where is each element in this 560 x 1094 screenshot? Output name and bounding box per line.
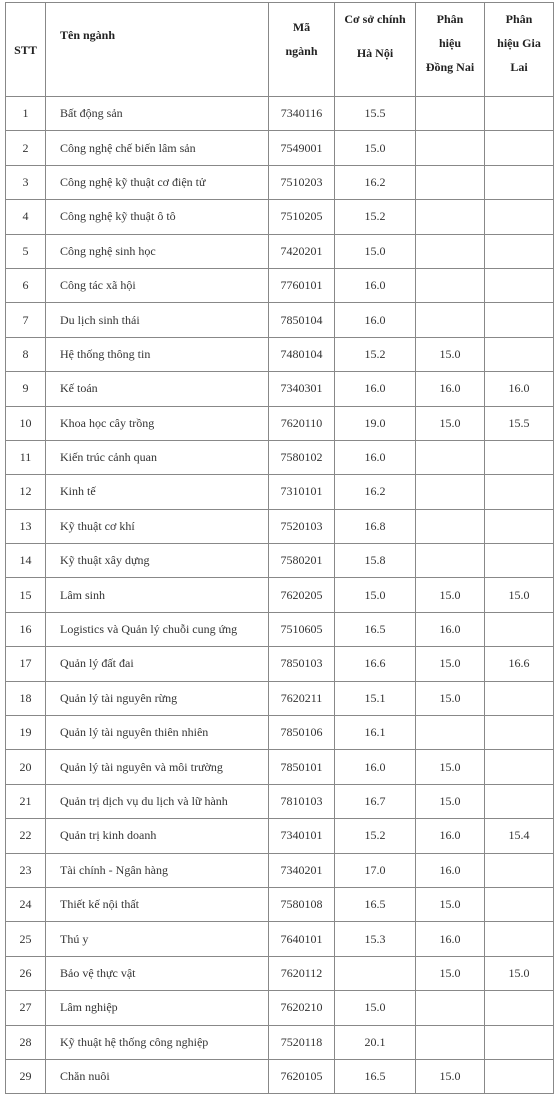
table-row (6, 853, 554, 887)
cell-stt: 22 (6, 819, 46, 853)
cell-major-name: Kinh tế (46, 475, 269, 509)
header-gialai-line3: Lai (510, 60, 528, 74)
table-row (6, 131, 554, 165)
cell-major-code: 7340101 (269, 819, 335, 853)
cell-score-gialai: 15.0 (485, 578, 554, 612)
cell-score-dongnai: 16.0 (416, 372, 485, 406)
cell-major-name: Lâm sinh (46, 578, 269, 612)
cell-score-dongnai (416, 200, 485, 234)
cell-major-code: 7580201 (269, 544, 335, 578)
cell-score-dongnai: 15.0 (416, 1059, 485, 1093)
cell-major-code: 7620210 (269, 991, 335, 1025)
cell-major-name: Bất động sản (46, 97, 269, 131)
cell-stt: 12 (6, 475, 46, 509)
cell-major-name: Công nghệ sinh học (46, 234, 269, 268)
cell-score-dongnai (416, 268, 485, 302)
cell-major-name: Quản lý đất đai (46, 647, 269, 681)
cell-stt: 9 (6, 372, 46, 406)
table-row (6, 372, 554, 406)
cell-stt: 1 (6, 97, 46, 131)
cell-major-code: 7850103 (269, 647, 335, 681)
cell-major-code: 7580108 (269, 887, 335, 921)
cell-major-code: 7850104 (269, 303, 335, 337)
cell-score-dongnai (416, 544, 485, 578)
table-row (6, 440, 554, 474)
cell-major-code: 7420201 (269, 234, 335, 268)
cell-major-name: Quản trị dịch vụ du lịch và lữ hành (46, 784, 269, 818)
cell-major-name: Lâm nghiệp (46, 991, 269, 1025)
cell-major-code: 7810103 (269, 784, 335, 818)
cell-major-code: 7620112 (269, 956, 335, 990)
cell-major-code: 7620211 (269, 681, 335, 715)
cell-score-hanoi: 16.0 (335, 750, 416, 784)
cell-major-name: Kỹ thuật xây dựng (46, 544, 269, 578)
table-row (6, 544, 554, 578)
cell-stt: 15 (6, 578, 46, 612)
cell-score-gialai: 15.4 (485, 819, 554, 853)
cell-score-dongnai (416, 509, 485, 543)
cell-major-name: Kế toán (46, 372, 269, 406)
cell-score-hanoi: 15.1 (335, 681, 416, 715)
table-row (6, 647, 554, 681)
cell-major-name: Công nghệ kỹ thuật ô tô (46, 200, 269, 234)
cell-major-name: Công tác xã hội (46, 268, 269, 302)
header-code-line2: ngành (285, 44, 318, 58)
cell-score-gialai (485, 922, 554, 956)
cell-score-dongnai (416, 991, 485, 1025)
cell-score-dongnai: 15.0 (416, 887, 485, 921)
cell-score-gialai: 15.0 (485, 956, 554, 990)
table-row (6, 303, 554, 337)
cell-score-hanoi: 16.5 (335, 1059, 416, 1093)
header-name: Tên ngành (46, 3, 269, 97)
cell-score-dongnai (416, 303, 485, 337)
cell-major-name: Khoa học cây trồng (46, 406, 269, 440)
cell-score-hanoi: 16.6 (335, 647, 416, 681)
cell-major-code: 7510605 (269, 612, 335, 646)
table-row (6, 234, 554, 268)
cell-score-hanoi: 20.1 (335, 1025, 416, 1059)
cell-score-gialai (485, 337, 554, 371)
table-row (6, 819, 554, 853)
cell-major-name: Bảo vệ thực vật (46, 956, 269, 990)
cell-stt: 26 (6, 956, 46, 990)
cell-score-dongnai: 15.0 (416, 681, 485, 715)
cell-major-name: Du lịch sinh thái (46, 303, 269, 337)
table-row (6, 200, 554, 234)
cell-score-hanoi: 16.8 (335, 509, 416, 543)
cell-major-code: 7620105 (269, 1059, 335, 1093)
header-code-line1: Mã (292, 20, 311, 34)
header-hanoi-line2: Hà Nội (356, 46, 394, 60)
cell-score-dongnai: 15.0 (416, 578, 485, 612)
cell-score-hanoi: 16.0 (335, 372, 416, 406)
header-dongnai-line2: hiệu (438, 36, 461, 50)
cell-score-hanoi: 15.8 (335, 544, 416, 578)
cell-score-gialai (485, 475, 554, 509)
cell-score-dongnai (416, 716, 485, 750)
header-dongnai-line1: Phân (436, 12, 464, 26)
cell-score-dongnai: 15.0 (416, 750, 485, 784)
cell-stt: 27 (6, 991, 46, 1025)
cell-major-code: 7549001 (269, 131, 335, 165)
cell-score-gialai (485, 440, 554, 474)
cell-major-name: Kỹ thuật hệ thống công nghiệp (46, 1025, 269, 1059)
cell-major-code: 7520103 (269, 509, 335, 543)
cell-score-hanoi: 15.3 (335, 922, 416, 956)
cell-score-hanoi: 16.0 (335, 440, 416, 474)
cell-stt: 4 (6, 200, 46, 234)
cell-score-dongnai (416, 1025, 485, 1059)
table-body (6, 97, 554, 1094)
cell-score-gialai (485, 750, 554, 784)
header-row (6, 3, 554, 97)
cell-score-dongnai (416, 165, 485, 199)
cell-major-name: Quản lý tài nguyên rừng (46, 681, 269, 715)
cell-stt: 5 (6, 234, 46, 268)
cell-major-code: 7510205 (269, 200, 335, 234)
cell-score-hanoi: 15.5 (335, 97, 416, 131)
cell-score-hanoi: 16.0 (335, 268, 416, 302)
cell-major-name: Kỹ thuật cơ khí (46, 509, 269, 543)
table-row (6, 475, 554, 509)
cell-major-name: Thiết kế nội thất (46, 887, 269, 921)
table-row (6, 716, 554, 750)
header-gialai (485, 3, 554, 97)
cell-major-name: Công nghệ chế biến lâm sản (46, 131, 269, 165)
cell-score-gialai (485, 1059, 554, 1093)
header-code (269, 3, 335, 97)
cell-major-code: 7480104 (269, 337, 335, 371)
cell-major-code: 7510203 (269, 165, 335, 199)
cell-major-name: Quản lý tài nguyên thiên nhiên (46, 716, 269, 750)
cell-score-gialai (485, 131, 554, 165)
table-row (6, 681, 554, 715)
header-gialai-line1: Phân (505, 12, 533, 26)
cell-score-hanoi: 17.0 (335, 853, 416, 887)
table-row (6, 509, 554, 543)
cell-score-hanoi: 15.2 (335, 819, 416, 853)
cell-score-hanoi: 16.2 (335, 475, 416, 509)
cell-stt: 13 (6, 509, 46, 543)
table-row (6, 991, 554, 1025)
cell-score-hanoi (335, 956, 416, 990)
table-row (6, 97, 554, 131)
cell-stt: 11 (6, 440, 46, 474)
cell-score-dongnai: 15.0 (416, 784, 485, 818)
cell-score-hanoi: 15.0 (335, 131, 416, 165)
cell-score-dongnai: 16.0 (416, 819, 485, 853)
table-row (6, 750, 554, 784)
table-row (6, 406, 554, 440)
cell-stt: 25 (6, 922, 46, 956)
cell-score-gialai: 16.6 (485, 647, 554, 681)
table-row (6, 612, 554, 646)
cell-stt: 19 (6, 716, 46, 750)
cell-major-name: Kiến trúc cảnh quan (46, 440, 269, 474)
cell-major-code: 7620205 (269, 578, 335, 612)
cell-stt: 16 (6, 612, 46, 646)
cell-score-gialai (485, 681, 554, 715)
cell-score-gialai (485, 1025, 554, 1059)
cell-major-name: Chăn nuôi (46, 1059, 269, 1093)
header-gialai-line2: hiệu Gia (497, 36, 541, 50)
cell-stt: 10 (6, 406, 46, 440)
cell-major-code: 7340201 (269, 853, 335, 887)
table-row (6, 268, 554, 302)
cell-major-name: Quản trị kinh doanh (46, 819, 269, 853)
cell-score-gialai (485, 991, 554, 1025)
table-row (6, 784, 554, 818)
cell-score-gialai (485, 509, 554, 543)
cell-major-code: 7580102 (269, 440, 335, 474)
cell-score-gialai (485, 234, 554, 268)
cell-score-hanoi: 16.5 (335, 612, 416, 646)
table-row (6, 1025, 554, 1059)
cell-score-hanoi: 15.2 (335, 337, 416, 371)
table-row (6, 887, 554, 921)
cell-score-dongnai: 15.0 (416, 647, 485, 681)
cell-score-dongnai: 15.0 (416, 956, 485, 990)
cell-score-hanoi: 15.0 (335, 234, 416, 268)
cell-major-code: 7620110 (269, 406, 335, 440)
table-row (6, 165, 554, 199)
cell-score-dongnai: 16.0 (416, 853, 485, 887)
cell-score-gialai (485, 303, 554, 337)
table-row (6, 922, 554, 956)
cell-score-hanoi: 19.0 (335, 406, 416, 440)
cell-score-dongnai: 16.0 (416, 612, 485, 646)
cell-major-name: Logistics và Quản lý chuỗi cung ứng (46, 612, 269, 646)
header-stt: STT (6, 3, 46, 97)
table-header (6, 3, 554, 97)
cell-score-gialai (485, 544, 554, 578)
cell-score-hanoi: 15.0 (335, 991, 416, 1025)
cell-major-code: 7340301 (269, 372, 335, 406)
cell-score-gialai (485, 612, 554, 646)
cell-stt: 18 (6, 681, 46, 715)
admission-score-table (5, 2, 554, 1094)
cell-score-gialai (485, 853, 554, 887)
cell-major-name: Công nghệ kỹ thuật cơ điện tử (46, 165, 269, 199)
cell-score-hanoi: 16.5 (335, 887, 416, 921)
cell-score-gialai (485, 716, 554, 750)
cell-score-hanoi: 16.1 (335, 716, 416, 750)
cell-score-gialai (485, 784, 554, 818)
cell-score-dongnai: 16.0 (416, 922, 485, 956)
cell-stt: 6 (6, 268, 46, 302)
header-hanoi-line1: Cơ sở chính (344, 12, 406, 26)
cell-major-name: Thú y (46, 922, 269, 956)
cell-major-name: Tài chính - Ngân hàng (46, 853, 269, 887)
cell-major-code: 7850106 (269, 716, 335, 750)
cell-score-hanoi: 16.0 (335, 303, 416, 337)
cell-stt: 20 (6, 750, 46, 784)
cell-score-gialai: 15.5 (485, 406, 554, 440)
cell-score-hanoi: 15.0 (335, 578, 416, 612)
cell-stt: 29 (6, 1059, 46, 1093)
cell-stt: 7 (6, 303, 46, 337)
cell-stt: 8 (6, 337, 46, 371)
cell-score-gialai: 16.0 (485, 372, 554, 406)
table-row (6, 578, 554, 612)
cell-score-hanoi: 16.7 (335, 784, 416, 818)
cell-major-code: 7520118 (269, 1025, 335, 1059)
cell-major-name: Hệ thống thông tin (46, 337, 269, 371)
cell-major-code: 7850101 (269, 750, 335, 784)
header-hanoi (335, 3, 416, 97)
cell-stt: 28 (6, 1025, 46, 1059)
table-row (6, 1059, 554, 1093)
cell-stt: 14 (6, 544, 46, 578)
cell-stt: 24 (6, 887, 46, 921)
table-row (6, 337, 554, 371)
cell-score-hanoi: 16.2 (335, 165, 416, 199)
header-dongnai (416, 3, 485, 97)
cell-stt: 17 (6, 647, 46, 681)
cell-score-dongnai (416, 234, 485, 268)
cell-score-gialai (485, 97, 554, 131)
cell-major-code: 7760101 (269, 268, 335, 302)
cell-stt: 2 (6, 131, 46, 165)
cell-score-gialai (485, 268, 554, 302)
cell-major-code: 7340116 (269, 97, 335, 131)
header-dongnai-line3: Đồng Nai (425, 60, 475, 74)
cell-score-dongnai (416, 440, 485, 474)
cell-score-dongnai (416, 475, 485, 509)
cell-score-hanoi: 15.2 (335, 200, 416, 234)
cell-score-dongnai (416, 97, 485, 131)
cell-score-dongnai: 15.0 (416, 406, 485, 440)
cell-major-code: 7310101 (269, 475, 335, 509)
cell-major-name: Quản lý tài nguyên và môi trường (46, 750, 269, 784)
cell-score-gialai (485, 165, 554, 199)
cell-score-gialai (485, 200, 554, 234)
cell-score-gialai (485, 887, 554, 921)
cell-stt: 23 (6, 853, 46, 887)
cell-stt: 3 (6, 165, 46, 199)
cell-stt: 21 (6, 784, 46, 818)
table-row (6, 956, 554, 990)
cell-major-code: 7640101 (269, 922, 335, 956)
cell-score-dongnai (416, 131, 485, 165)
cell-score-dongnai: 15.0 (416, 337, 485, 371)
